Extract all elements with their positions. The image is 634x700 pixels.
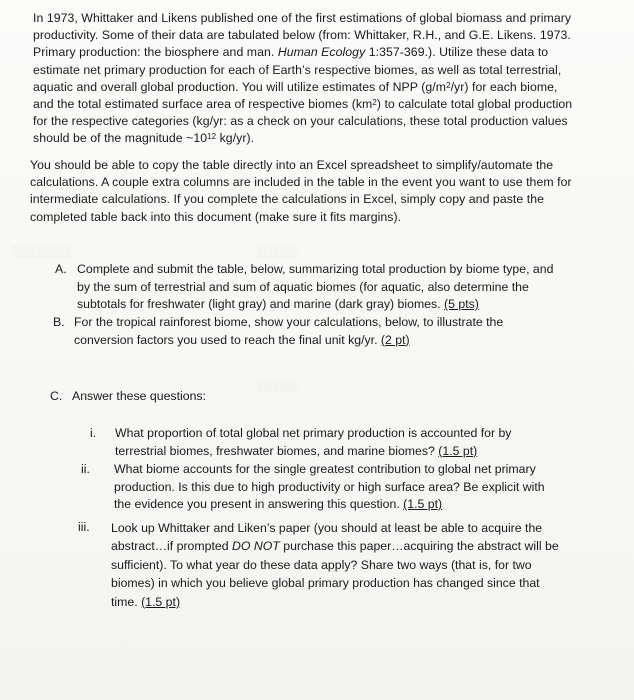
task-b: For the tropical rainforest biome, show your calculations, below, to illustrate the conversion factors you used to reach the final unit kg/yr. (2 pt): [74, 315, 504, 347]
question-i-marker: i.: [90, 426, 97, 440]
task-c-label: Answer these questions:: [72, 389, 206, 403]
points-label: (1.5 pt): [403, 497, 443, 512]
task-a: Complete and submit the table, below, summarizing total production by biome type, and by the sum of terrestrial and sum of aquatic biomes (for aquatic, also determine the subtotals for freshwater (light gray) and marine (dark gray) biomes. (5 pts): [77, 262, 554, 312]
points-label: (1.5 pt): [438, 443, 478, 458]
intro-line: estimate net primary production for each of Earth’s respective biomes, as well as total terrestrial,: [33, 62, 562, 77]
intro-paragraph: [33, 10, 572, 148]
question-iii-marker: iii.: [78, 520, 90, 534]
intro-line: Primary production: the biosphere and man. Human Ecology 1:357-369.). Utilize these data to: [33, 45, 549, 60]
intro-line: should be of the magnitude $\sim 10^{12}$ kg/yr).: [33, 131, 255, 146]
bleed-through-text: ░░░░░░░: [12, 244, 72, 258]
intro-line: and the total estimated surface area of respective biomes $(km^2)$ to calculate total global production: [33, 97, 573, 112]
bleed-through-text: ░░░░░: [255, 378, 298, 392]
task-b-marker: B.: [53, 315, 65, 329]
excel-note-line: intermediate calculations. If you complete the calculations in Excel, simply copy and paste the: [30, 192, 544, 207]
points-label: (1.5 pt): [141, 594, 181, 609]
question-i: What proportion of total global net primary production is accounted for by terrestrial biomes, freshwater biomes, and marine biomes? (1.5 pt): [115, 426, 512, 458]
excel-note-line: You should be able to copy the table directly into an Excel spreadsheet to simplify/automate the: [30, 158, 554, 172]
bleed-through-text: ░░░░░: [255, 244, 298, 258]
journal-name: Human Ecology: [277, 45, 366, 60]
question-iii: Look up Whittaker and Liken’s paper (you should at least be able to acquire the abstract…if prompted DO NOT purchase this paper…acquiring the abstract will be sufficient). To what year do these data apply? Share two ways (that is, for two biomes) in which you believe global primary production has changed since that time. (1.5 pt): [111, 521, 559, 609]
points-label: (2 pt): [380, 332, 410, 347]
emphasis-text: DO NOT: [231, 539, 280, 554]
task-c-marker: C.: [50, 389, 63, 403]
excel-note-line: completed table back into this document (make sure it fits margins).: [30, 209, 402, 224]
intro-line: aquatic and overall global production. You will utilize estimates of NPP $(g/m^2/yr)$ for each biome,: [33, 79, 558, 94]
excel-note-paragraph: [30, 157, 572, 226]
intro-line: In 1973, Whittaker and Likens published one of the first estimations of global biomass and primary: [33, 11, 572, 25]
intro-line: for the respective categories (kg/yr: as a check on your calculations, these total production values: [33, 114, 568, 129]
excel-note-line: calculations. A couple extra columns are included in the table in the event you want to use them for: [30, 175, 572, 190]
intro-line: productivity. Some of their data are tabulated below (from: Whittaker, R.H., and G.E. Likens. 1973.: [33, 28, 571, 43]
points-label: (5 pts): [444, 297, 479, 312]
task-a-marker: A.: [55, 262, 67, 276]
question-ii: What biome accounts for the single greatest contribution to global net primary production. Is this due to high productivity or high surface area? Be explicit with the evidence you present in answering this question. (1.5 pt): [114, 462, 545, 512]
question-ii-marker: ii.: [81, 462, 90, 476]
